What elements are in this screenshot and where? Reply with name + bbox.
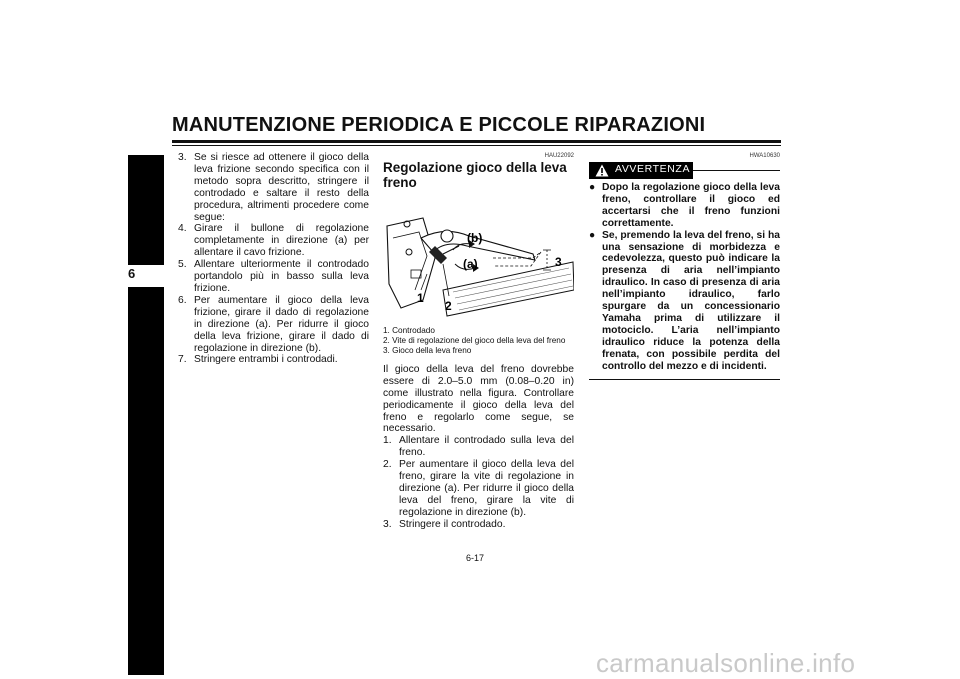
title-rule [172, 140, 781, 143]
title-rule-thin [172, 145, 781, 146]
section-title: Regolazione gioco della leva freno [383, 160, 567, 190]
page-title: MANUTENZIONE PERIODICA E PICCOLE RIPARAZIONI [172, 114, 706, 136]
list-item [178, 295, 369, 355]
page-number: 6-17 [466, 553, 485, 563]
warning-end-rule [589, 379, 780, 380]
step-number: 2. [383, 459, 392, 471]
warning-bullet [589, 182, 780, 230]
warning-bullet [589, 230, 780, 373]
bullet-icon: ● [589, 182, 596, 193]
column-1 [178, 152, 369, 366]
column-2 [383, 152, 574, 531]
step-number: 3. [178, 152, 187, 163]
step-text: Girare il bullone di regolazione completamente in direzione (a) per allentare il cavo frizione. [194, 223, 369, 259]
step-text: Per aumentare il gioco della leva del freno, girare la vite di regolazione in direzione (a). Per ridurre il gioco della leva del freno, girare la vite di regolazione in direzione (b). [399, 459, 574, 518]
list-item [383, 435, 574, 459]
warning-code: HWA10630 [749, 153, 780, 159]
step-number: 6. [178, 294, 187, 306]
list-item [178, 354, 369, 366]
clutch-steps [178, 152, 369, 366]
caption-2: 2. Vite di regolazione del gioco della leva del freno [383, 335, 566, 345]
step-text: Stringere entrambi i controdadi. [194, 354, 338, 366]
figure-captions [383, 326, 574, 356]
warning-header [589, 162, 780, 182]
step-text: Stringere il controdado. [399, 518, 506, 530]
brake-paragraph: Il gioco della leva del freno dovrebbe essere di 2.0–5.0 mm (0.08–0.20 in) come illustrato nella figura. Controllare periodicamente il gioco della leva del freno e regolarlo come segue, se necessario. [383, 363, 574, 435]
list-item [178, 152, 369, 223]
caption-1: 1. Controdado [383, 325, 435, 335]
warning-text: Dopo la regolazione gioco della leva freno, controllare il gioco ed accertarsi che il freno funzioni correttamente. [602, 182, 780, 229]
step-number: 1. [383, 435, 392, 447]
figure-label-1: 1 [417, 291, 424, 305]
warning-text: Se, premendo la leva del freno, si ha una sensazione di morbidezza e cedevolezza, questo può indicare la presenza di aria nell’impianto idraulico. In caso di presenza di aria nell’impianto idraulico, farlo spurgare da un concessionario Yamaha prima di utilizzare il motociclo. L’aria nell’impianto idraulico riduce la potenza della frenata, con possibile perdita del controllo del mezzo e di incidenti. [602, 229, 780, 372]
warning-badge [589, 162, 693, 179]
step-text: Per aumentare il gioco della leva frizione, girare il dado di regolazione in direzione (a). Per ridurre il gioco della leva frizione, girare il dado di regolazione in direzione (b). [194, 294, 369, 354]
list-item [383, 519, 574, 531]
chapter-tab-number-box [128, 265, 164, 287]
figure-label-2: 2 [445, 299, 452, 313]
list-item [178, 223, 369, 259]
step-number: 4. [178, 223, 187, 235]
figure-label-3: 3 [555, 255, 562, 269]
list-item [178, 259, 369, 295]
step-text: Allentare ulteriormente il controdado portandolo più in basso sulla leva frizione. [194, 259, 369, 294]
watermark: carmanualsonline.info [596, 648, 856, 678]
column-3 [589, 152, 780, 380]
caption-3: 3. Gioco della leva freno [383, 345, 472, 355]
warning-triangle-icon [595, 164, 609, 177]
warning-rule [693, 170, 780, 171]
step-number: 3. [383, 518, 392, 530]
section-code: HAU22092 [544, 153, 574, 159]
warning-label: AVVERTENZA [615, 163, 691, 175]
step-text: Se si riesce ad ottenere il gioco della leva frizione secondo specifica con il metodo sopra descritto, stringere il controdado e saltare il resto della procedura, altrimenti procedere come segue: [194, 152, 369, 223]
figure-label-b: (b) [467, 231, 483, 245]
step-text: Allentare il controdado sulla leva del freno. [399, 435, 574, 459]
chapter-tab-number: 6 [128, 266, 136, 281]
list-item [383, 459, 574, 519]
brake-lever-figure [383, 198, 574, 318]
step-number: 5. [178, 259, 187, 271]
step-number: 7. [178, 354, 187, 366]
brake-steps [383, 435, 574, 530]
chapter-tab [128, 155, 164, 675]
bullet-icon: ● [589, 229, 596, 241]
figure-label-a: (a) [463, 257, 478, 271]
